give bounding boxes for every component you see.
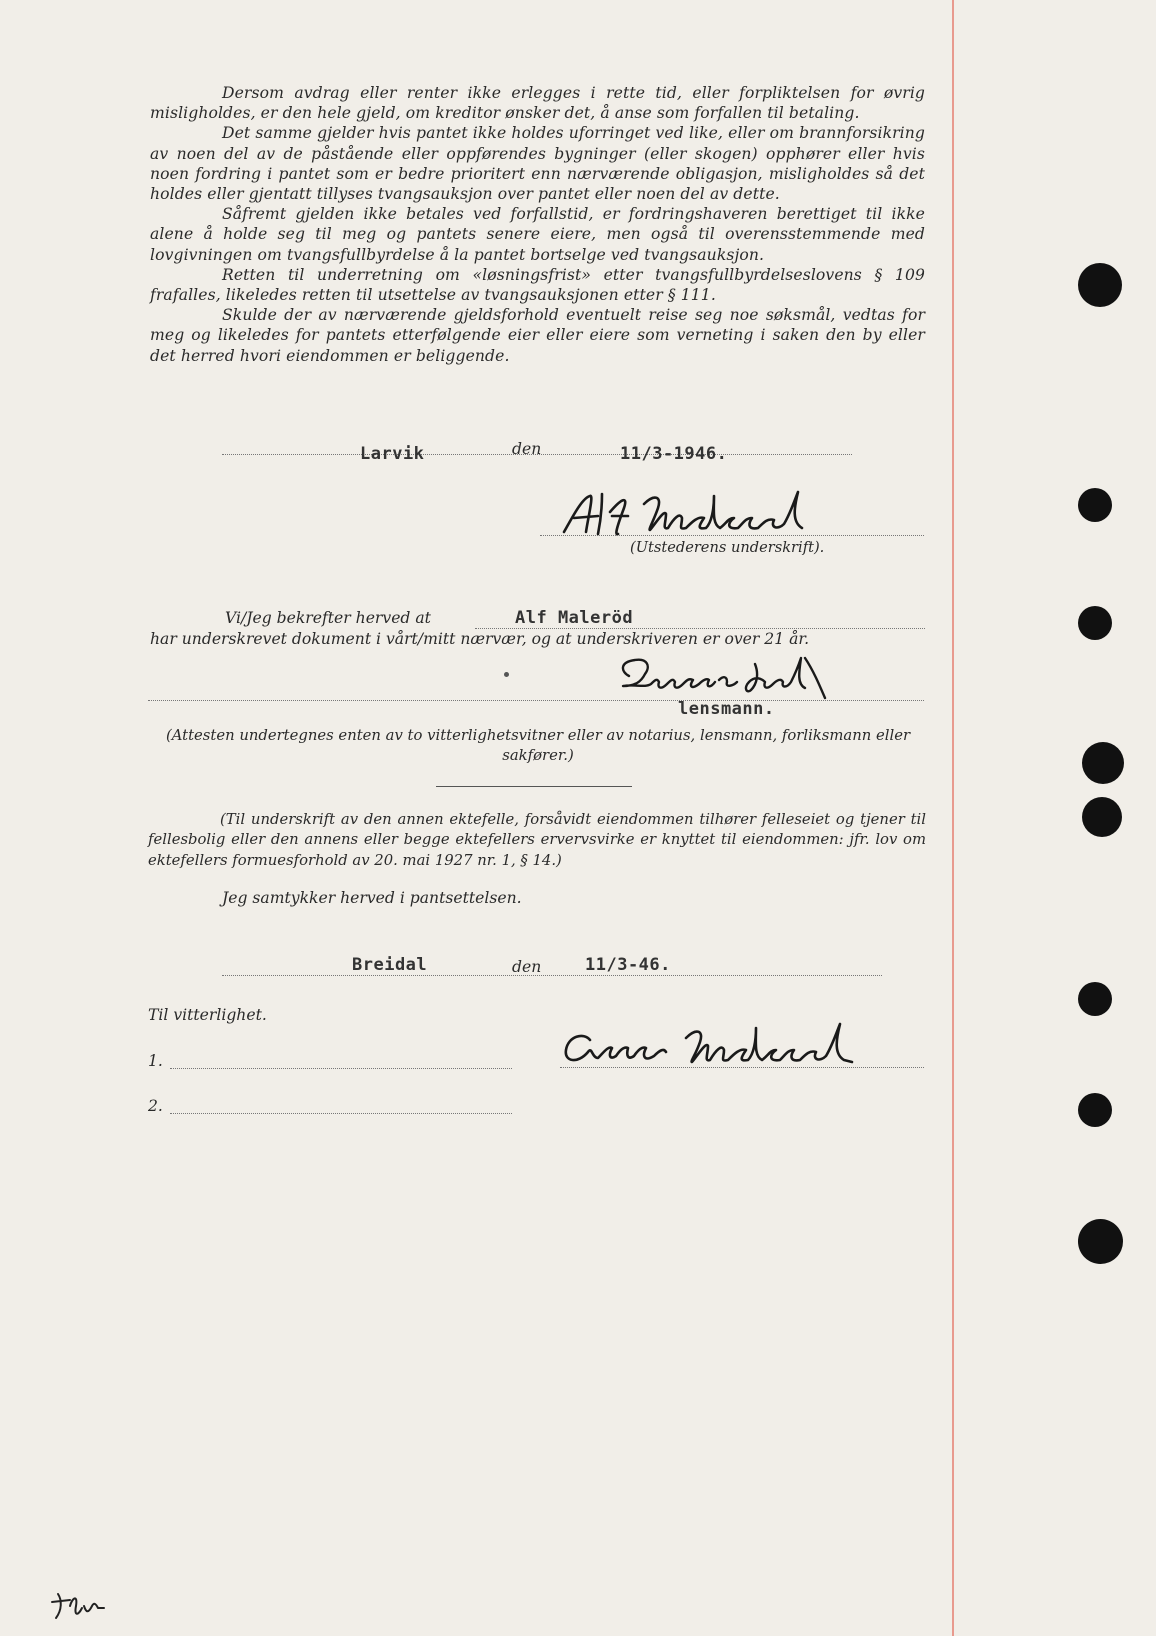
section-divider xyxy=(436,786,632,787)
issuer-signature-line xyxy=(540,535,924,536)
witness-signature-line xyxy=(148,700,924,701)
attestation-note: (Attesten undertegnes enten av to vitterlighetsvitner eller av notarius, lensmann, forliksmann eller sakfører.) xyxy=(165,727,911,764)
paragraph-venue-clause: Skulde der av nærværende gjeldsforhold eventuelt reise seg noe søksmål, vedtas for meg og likeledes for pantets etterfølgende eier eller eiere som verneting i saken den by eller det herred hvori eiendommen er beliggende. xyxy=(150,306,925,365)
consent-statement: Jeg samtykker herved i pantsettelsen. xyxy=(222,889,522,907)
spouse-place: Breidal xyxy=(352,955,428,975)
red-margin-line xyxy=(952,0,954,1636)
issuer-signature-caption: (Utstederens underskrift). xyxy=(630,539,825,556)
attested-name-line xyxy=(475,628,925,629)
issuer-date: 11/3-1946. xyxy=(620,444,728,464)
punch-hole-icon xyxy=(1078,488,1112,522)
spouse-signature-line xyxy=(560,1067,924,1068)
spouse-place-date-line xyxy=(222,975,882,976)
den-label: den xyxy=(512,440,542,458)
corner-initials xyxy=(48,1588,128,1622)
spouse-den-label: den xyxy=(512,958,542,976)
spouse-note xyxy=(148,810,926,871)
punch-hole-icon xyxy=(1082,797,1122,837)
witness-number-2: 2. xyxy=(148,1097,163,1115)
witness-number-1: 1. xyxy=(148,1052,163,1070)
spouse-signature xyxy=(560,1022,880,1070)
attestation-prefix: Vi/Jeg bekrefter herved at xyxy=(225,609,431,627)
witness-1-line xyxy=(170,1068,512,1069)
attested-name: Alf Maleröd xyxy=(515,608,634,628)
body-text xyxy=(150,83,925,366)
punch-hole-icon xyxy=(1082,742,1124,784)
issuer-signature xyxy=(558,488,858,538)
attestation-statement: har underskrevet dokument i vårt/mitt nærvær, og at underskriveren er over 21 år. xyxy=(150,630,810,648)
paragraph-default-clause: Dersom avdrag eller renter ikke erlegges i rette tid, eller forpliktelsen for øvrig misligholdes, er den hele gjeld, om kreditor ønsker det, å anse som forfallen til betaling. xyxy=(150,84,925,123)
spouse-note-text: (Til underskrift av den annen ektefelle, forsåvidt eiendommen tilhører felleseiet og tjener til fellesbolig eller den annens eller begge ektefellers ervervsvirke er knyttet til eiendommen: jfr. lov om ektefellers formuesforhold av 20. mai 1927 nr. 1, § 14.) xyxy=(148,811,926,869)
punch-hole-icon xyxy=(1078,982,1112,1016)
spouse-date: 11/3-46. xyxy=(585,955,671,975)
witness-heading: Til vitterlighet. xyxy=(148,1006,267,1024)
issuer-place: Larvik xyxy=(360,444,425,464)
paragraph-notice-clause: Retten til underretning om «løsningsfrist» etter tvangsfullbyrdelseslovens § 109 frafalles, likeledes retten til utsettelse av tvangsauksjonen etter § 111. xyxy=(150,265,925,305)
witness-2-line xyxy=(170,1113,512,1114)
paragraph-forced-sale-clause: Såfremt gjelden ikke betales ved forfallstid, er fordringshaveren berettiget til ikke alene å holde seg til meg og pantets senere eiere, men også til overensstemmende med lovgivningen om tvangsfullbyrdelse å la pantet bortselge ved tvangsauksjon. xyxy=(150,205,925,264)
paragraph-insurance-clause: Det samme gjelder hvis pantet ikke holdes uforringet ved like, eller om brannforsikring av noen del av de påstående eller oppførendes bygninger (eller skogen) opphører eller hvis noen fordring i pantet som er bedre prioritert enn nærværende obligasjon, misligholdes så det holdes eller gjentatt tillyses tvangsauksjon over pantet eller noen del av dette. xyxy=(150,124,925,204)
witness-title: lensmann. xyxy=(678,699,775,719)
witness-signature xyxy=(615,654,885,704)
punch-hole-icon xyxy=(1078,1093,1112,1127)
punch-hole-icon xyxy=(1078,1219,1123,1264)
ink-dot xyxy=(504,672,509,677)
punch-hole-icon xyxy=(1078,606,1112,640)
punch-hole-icon xyxy=(1078,263,1122,307)
